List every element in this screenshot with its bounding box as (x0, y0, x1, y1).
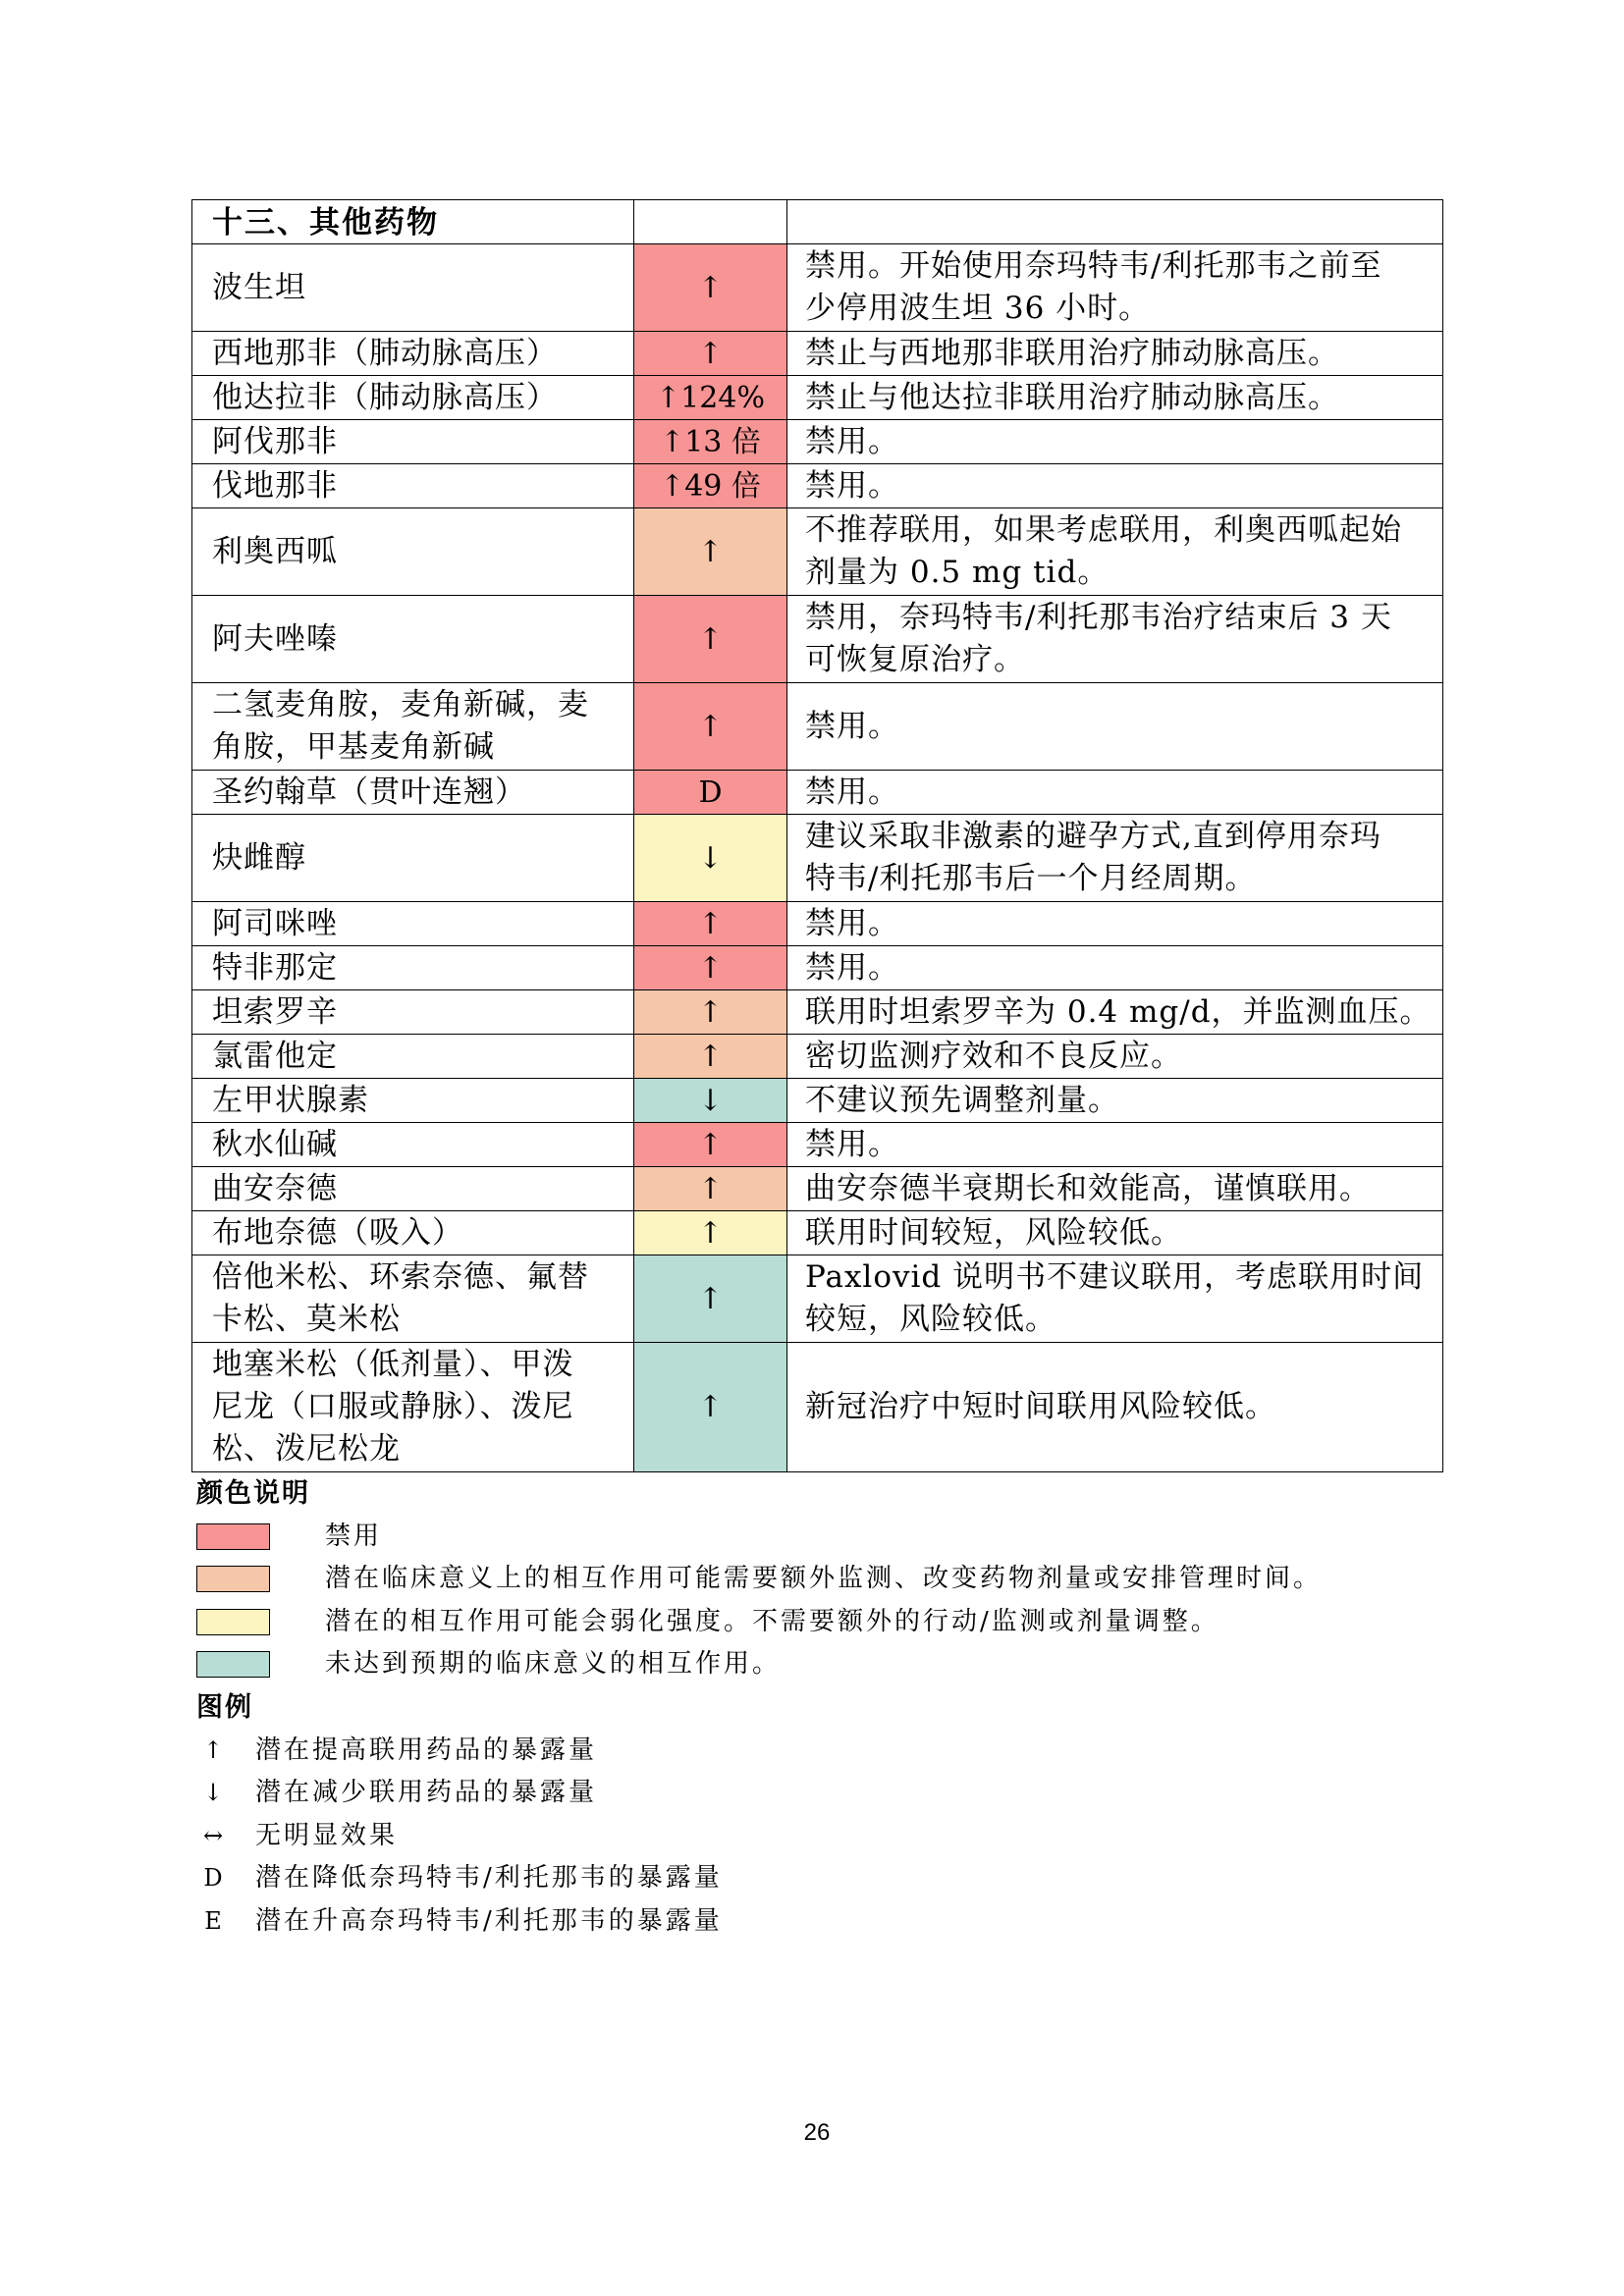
symbol-legend-item (196, 1857, 1473, 1900)
legend-symbol: ↑ (202, 1735, 224, 1764)
color-legend-item (196, 1516, 1473, 1559)
interaction-effect-cell: ↑ (634, 683, 787, 771)
color-swatch (196, 1523, 270, 1550)
interaction-effect-cell: D (634, 771, 787, 815)
drug-name-cell: 曲安奈德 (192, 1167, 634, 1211)
recommendation-cell: 禁用。 (787, 464, 1443, 508)
symbol-legend-text: 潜在降低奈玛特韦/利托那韦的暴露量 (255, 1863, 723, 1894)
interaction-effect-cell: ↓ (634, 815, 787, 902)
drug-name-cell: 伐地那非 (192, 464, 634, 508)
interaction-effect-cell: ↑ (634, 332, 787, 376)
interaction-effect-cell: ↑ (634, 902, 787, 946)
recommendation-cell: 曲安奈德半衰期长和效能高，谨慎联用。 (787, 1167, 1443, 1211)
interaction-table-body (192, 200, 1443, 1472)
recommendation-cell: 禁用。 (787, 771, 1443, 815)
table-row (192, 683, 1443, 771)
drug-name-cell: 阿伐那非 (192, 420, 634, 464)
interaction-effect-cell: ↑ (634, 596, 787, 683)
recommendation-cell: 禁用，奈玛特韦/利托那韦治疗结束后 3 天 可恢复原治疗。 (787, 596, 1443, 683)
table-row (192, 1167, 1443, 1211)
drug-name-cell: 布地奈德（吸入） (192, 1211, 634, 1255)
table-row (192, 1079, 1443, 1123)
table-row (192, 244, 1443, 332)
symbol-legend-text: 潜在升高奈玛特韦/利托那韦的暴露量 (255, 1905, 723, 1936)
drug-name-cell: 他达拉非（肺动脉高压） (192, 376, 634, 420)
drug-name-cell: 阿司咪唑 (192, 902, 634, 946)
table-row (192, 596, 1443, 683)
symbol-legend-text: 潜在提高联用药品的暴露量 (255, 1735, 598, 1765)
symbol-legend-item (196, 1815, 1473, 1858)
table-row (192, 1343, 1443, 1472)
color-legend-title: 颜色说明 (196, 1478, 310, 1508)
section-header-row (192, 200, 1443, 244)
interaction-effect-cell: ↑124% (634, 376, 787, 420)
recommendation-cell: 不建议预先调整剂量。 (787, 1079, 1443, 1123)
drug-name-cell: 特非那定 (192, 946, 634, 990)
table-row (192, 946, 1443, 990)
symbol-legend-item (196, 1900, 1473, 1944)
drug-interaction-table (191, 199, 1443, 1472)
table-row (192, 990, 1443, 1035)
legend-symbol: D (203, 1864, 223, 1893)
interaction-effect-cell: ↑ (634, 1167, 787, 1211)
table-row (192, 1123, 1443, 1167)
color-legend-item (196, 1643, 1473, 1686)
table-row (192, 815, 1443, 902)
table-row (192, 332, 1443, 376)
interaction-effect-cell: ↑ (634, 1343, 787, 1472)
page-number: 26 (803, 2119, 831, 2146)
interaction-effect-cell: ↑49 倍 (634, 464, 787, 508)
recommendation-cell: 建议采取非激素的避孕方式,直到停用奈玛 特韦/利托那韦后一个月经周期。 (787, 815, 1443, 902)
drug-name-cell: 秋水仙碱 (192, 1123, 634, 1167)
color-legend-text: 未达到预期的临床意义的相互作用。 (325, 1649, 782, 1680)
symbol-legend-item (196, 1730, 1473, 1773)
symbol-legend-text: 潜在减少联用药品的暴露量 (255, 1778, 598, 1808)
interaction-effect-cell: ↑ (634, 1211, 787, 1255)
table-row (192, 508, 1443, 596)
color-swatch (196, 1609, 270, 1635)
interaction-effect-cell: ↑ (634, 1035, 787, 1079)
drug-name-cell: 西地那非（肺动脉高压） (192, 332, 634, 376)
symbol-legend-text: 无明显效果 (255, 1820, 399, 1850)
section-title: 十三、其他药物 (192, 200, 634, 244)
recommendation-cell: 联用时坦索罗辛为 0.4 mg/d，并监测血压。 (787, 990, 1443, 1035)
color-swatch (196, 1651, 270, 1678)
section-header-effect-cell (634, 200, 787, 244)
drug-name-cell: 氯雷他定 (192, 1035, 634, 1079)
table-row (192, 1255, 1443, 1343)
drug-name-cell: 波生坦 (192, 244, 634, 332)
interaction-effect-cell: ↑ (634, 1255, 787, 1343)
recommendation-cell: 联用时间较短，风险较低。 (787, 1211, 1443, 1255)
table-row (192, 1035, 1443, 1079)
drug-name-cell: 地塞米松（低剂量）、甲泼 尼龙（口服或静脉）、泼尼 松、泼尼松龙 (192, 1343, 634, 1472)
interaction-effect-cell: ↑ (634, 508, 787, 596)
drug-name-cell: 坦索罗辛 (192, 990, 634, 1035)
table-row (192, 376, 1443, 420)
color-swatch (196, 1566, 270, 1592)
recommendation-cell: 禁止与他达拉非联用治疗肺动脉高压。 (787, 376, 1443, 420)
interaction-effect-cell: ↑13 倍 (634, 420, 787, 464)
recommendation-cell: 密切监测疗效和不良反应。 (787, 1035, 1443, 1079)
recommendation-cell: 禁止与西地那非联用治疗肺动脉高压。 (787, 332, 1443, 376)
interaction-effect-cell: ↓ (634, 1079, 787, 1123)
symbol-legend-title: 图例 (196, 1691, 253, 1722)
interaction-effect-cell: ↑ (634, 244, 787, 332)
drug-name-cell: 利奥西呱 (192, 508, 634, 596)
legend-symbol: E (204, 1906, 222, 1935)
drug-name-cell: 阿夫唑嗪 (192, 596, 634, 683)
drug-name-cell: 倍他米松、环索奈德、氟替 卡松、莫米松 (192, 1255, 634, 1343)
color-legend-list (196, 1516, 1473, 1686)
drug-name-cell: 炔雌醇 (192, 815, 634, 902)
interaction-effect-cell: ↑ (634, 946, 787, 990)
color-legend-item (196, 1558, 1473, 1601)
table-row (192, 902, 1443, 946)
color-legend-text: 禁用 (325, 1521, 383, 1551)
recommendation-cell: 禁用。 (787, 683, 1443, 771)
table-row (192, 1211, 1443, 1255)
recommendation-cell: 禁用。 (787, 902, 1443, 946)
color-legend-text: 潜在临床意义上的相互作用可能需要额外监测、改变药物剂量或安排管理时间。 (325, 1564, 1323, 1594)
recommendation-cell: 禁用。 (787, 420, 1443, 464)
drug-name-cell: 左甲状腺素 (192, 1079, 634, 1123)
symbol-legend-list (196, 1730, 1473, 1944)
recommendation-cell: 新冠治疗中短时间联用风险较低。 (787, 1343, 1443, 1472)
recommendation-cell: Paxlovid 说明书不建议联用，考虑联用时间 较短，风险较低。 (787, 1255, 1443, 1343)
interaction-effect-cell: ↑ (634, 990, 787, 1035)
legend-symbol: ↔ (202, 1821, 224, 1849)
drug-name-cell: 二氢麦角胺，麦角新碱，麦 角胺，甲基麦角新碱 (192, 683, 634, 771)
legend-symbol: ↓ (202, 1779, 224, 1807)
recommendation-cell: 不推荐联用，如果考虑联用，利奥西呱起始 剂量为 0.5 mg tid。 (787, 508, 1443, 596)
table-row (192, 771, 1443, 815)
color-legend-item (196, 1601, 1473, 1644)
recommendation-cell: 禁用。 (787, 1123, 1443, 1167)
color-legend-text: 潜在的相互作用可能会弱化强度。不需要额外的行动/监测或剂量调整。 (325, 1606, 1219, 1636)
symbol-legend-item (196, 1772, 1473, 1815)
table-row (192, 420, 1443, 464)
interaction-effect-cell: ↑ (634, 1123, 787, 1167)
recommendation-cell: 禁用。开始使用奈玛特韦/利托那韦之前至 少停用波生坦 36 小时。 (787, 244, 1443, 332)
table-row (192, 464, 1443, 508)
recommendation-cell: 禁用。 (787, 946, 1443, 990)
drug-name-cell: 圣约翰草（贯叶连翘） (192, 771, 634, 815)
legend-section (196, 1472, 1473, 1944)
section-header-note-cell (787, 200, 1443, 244)
